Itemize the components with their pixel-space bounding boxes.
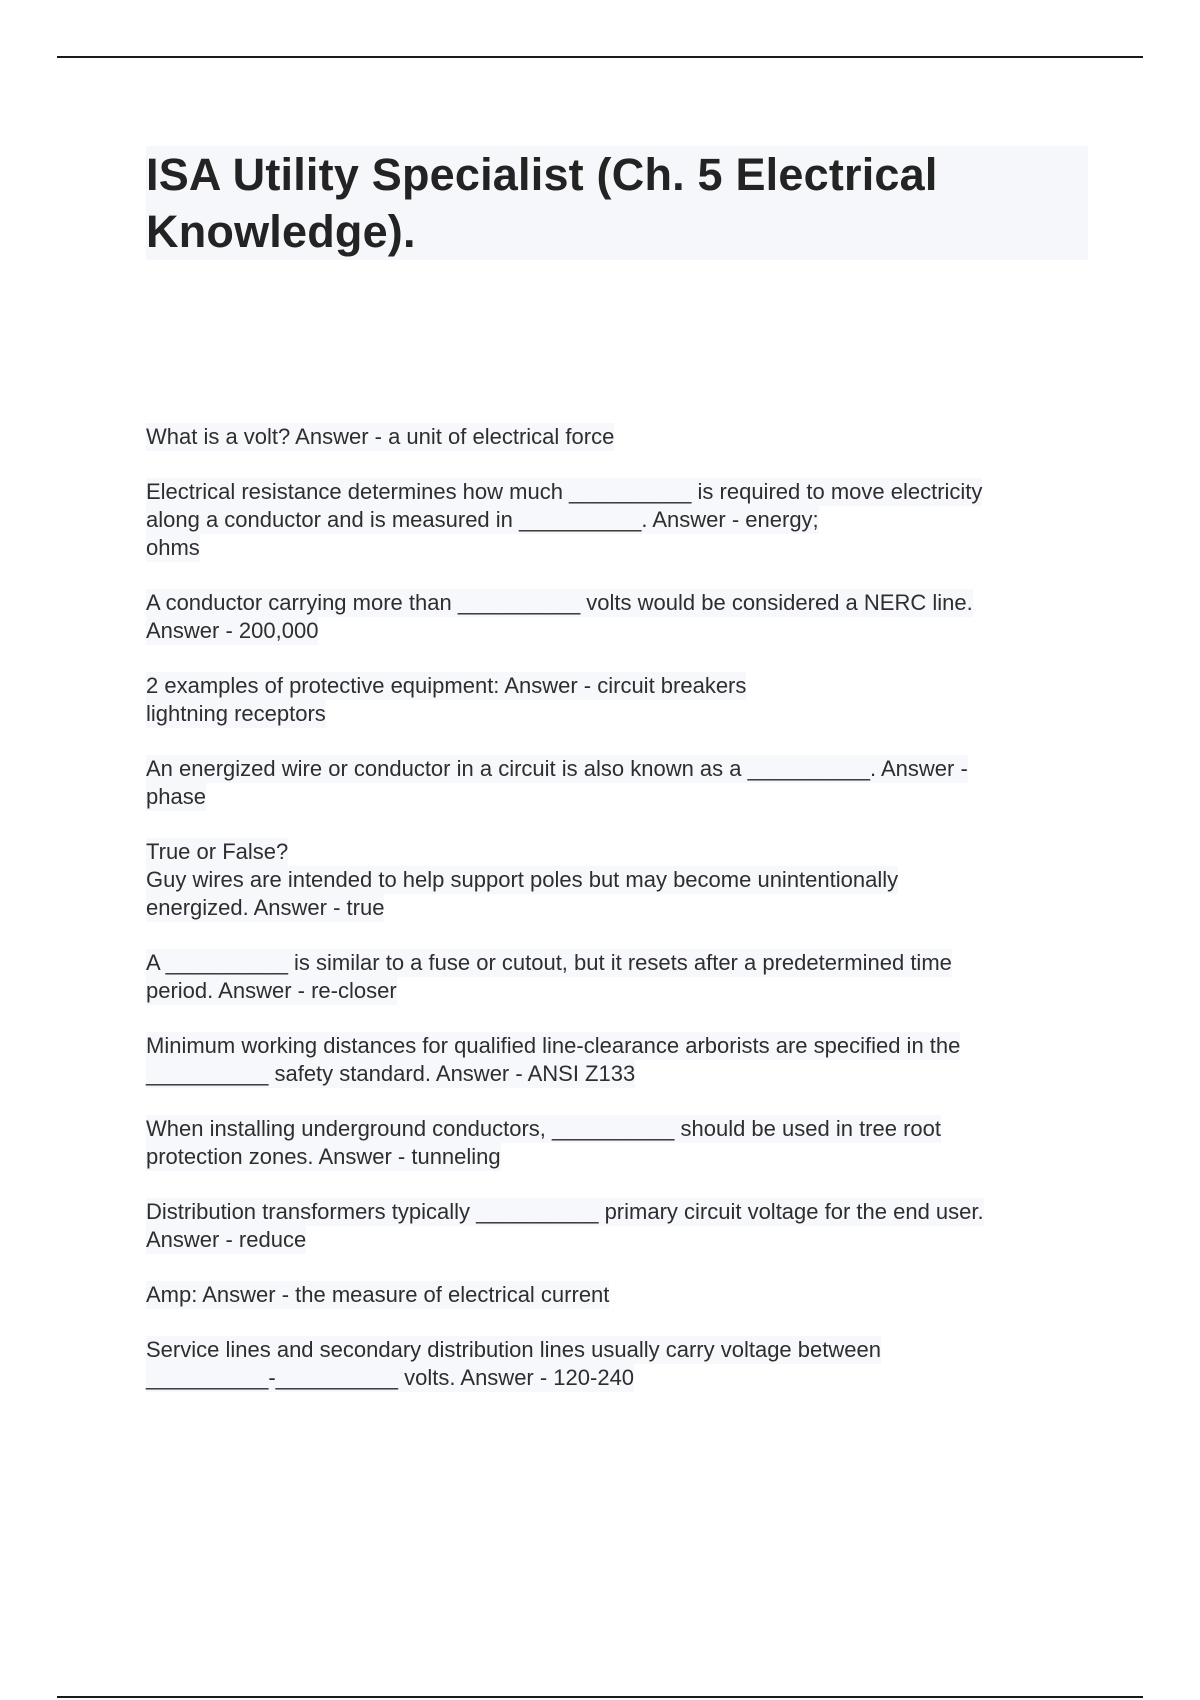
qa-line: Minimum working distances for qualified line-clearance arborists are specified in the (146, 1033, 961, 1058)
qa-line: __________ safety standard. Answer - ANSI Z133 (146, 1061, 636, 1086)
qa-line: Electrical resistance determines how much __________ is required to move electricity (146, 479, 983, 504)
document-title: ISA Utility Specialist (Ch. 5 Electrical Knowledge). (146, 149, 938, 257)
qa-item-8 (146, 1032, 1086, 1088)
qa-item-6 (146, 838, 1086, 922)
qa-line: __________-__________ volts. Answer - 120-240 (146, 1365, 635, 1390)
qa-item-1 (146, 423, 1086, 451)
qa-item-5 (146, 755, 1086, 811)
qa-line: lightning receptors (146, 701, 326, 726)
qa-line: along a conductor and is measured in __________. Answer - energy; (146, 507, 819, 532)
qa-line: What is a volt? Answer - a unit of electrical force (146, 424, 615, 449)
qa-line: A __________ is similar to a fuse or cutout, but it resets after a predetermined time (146, 950, 952, 975)
qa-item-9 (146, 1115, 1086, 1171)
qa-line: Distribution transformers typically __________ primary circuit voltage for the end user. (146, 1199, 984, 1224)
qa-line: 2 examples of protective equipment: Answer - circuit breakers (146, 673, 747, 698)
qa-line: phase (146, 784, 206, 809)
qa-line: Guy wires are intended to help support poles but may become unintentionally (146, 867, 899, 892)
qa-line: protection zones. Answer - tunneling (146, 1144, 501, 1169)
qa-item-4 (146, 672, 1086, 728)
qa-line: period. Answer - re-closer (146, 978, 397, 1003)
qa-item-12 (146, 1336, 1086, 1392)
qa-item-10 (146, 1198, 1086, 1254)
qa-line: A conductor carrying more than __________ volts would be considered a NERC line. (146, 590, 973, 615)
qa-line: Amp: Answer - the measure of electrical current (146, 1282, 610, 1307)
qa-item-7 (146, 949, 1086, 1005)
qa-line: Service lines and secondary distribution lines usually carry voltage between (146, 1337, 881, 1362)
bottom-rule (57, 1696, 1143, 1698)
qa-line: energized. Answer - true (146, 895, 385, 920)
qa-line: Answer - reduce (146, 1227, 307, 1252)
qa-line: When installing underground conductors, __________ should be used in tree root (146, 1116, 941, 1141)
qa-line: An energized wire or conductor in a circuit is also known as a __________. Answer - (146, 756, 968, 781)
qa-line: Answer - 200,000 (146, 618, 319, 643)
qa-item-3 (146, 589, 1086, 645)
qa-item-11 (146, 1281, 1086, 1309)
qa-list (146, 423, 1086, 1419)
qa-line: True or False? (146, 839, 289, 864)
top-rule (57, 56, 1143, 58)
qa-item-2 (146, 478, 1086, 562)
title-block (146, 146, 1088, 260)
qa-line: ohms (146, 535, 200, 560)
